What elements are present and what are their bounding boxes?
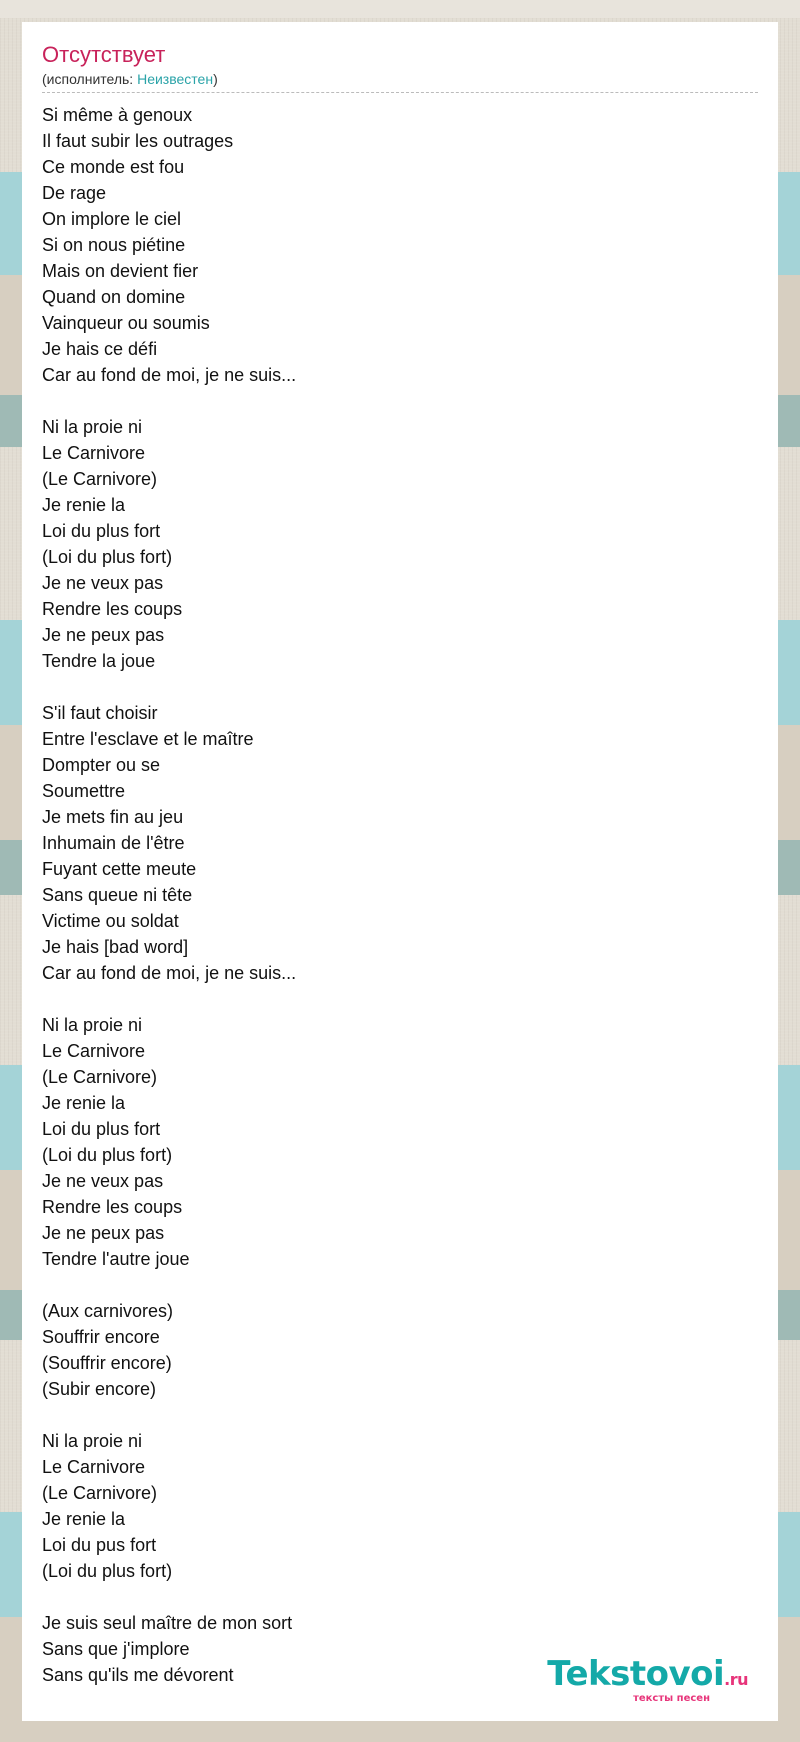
lyrics-body [42,102,758,1688]
lyric-line: Victime ou soldat [42,911,179,931]
lyric-line: S'il faut choisir [42,703,158,723]
stanza-gap [42,1584,758,1610]
lyric-line: Quand on domine [42,287,186,307]
lyric-line: Dompter ou se [42,755,161,775]
lyrics-card [22,22,778,1721]
lyric-line: Je ne veux pas [42,573,164,593]
lyric-line: (Loi du plus fort) [42,547,173,567]
artist-prefix: (исполнитель: [42,71,138,87]
lyric-line: Si même à genoux [42,105,193,125]
lyric-line: (Souffrir encore) [42,1353,172,1373]
lyric-line: Soumettre [42,781,126,801]
lyric-line: Rendre les coups [42,599,183,619]
lyric-line: Je mets fin au jeu [42,807,184,827]
lyric-line: Mais on devient fier [42,261,199,281]
lyric-line: Je ne peux pas [42,625,165,645]
lyric-line: Je ne peux pas [42,1223,165,1243]
lyric-line: Tendre la joue [42,651,156,671]
lyric-line: (Subir encore) [42,1379,157,1399]
lyric-line: Rendre les coups [42,1197,183,1217]
lyric-line: Je ne veux pas [42,1171,164,1191]
logo-suffix: .ru [724,1670,748,1689]
stanza-gap [42,388,758,414]
lyric-line: Le Carnivore [42,1457,146,1477]
lyric-line: Fuyant cette meute [42,859,197,879]
lyric-line: Inhumain de l'être [42,833,185,853]
lyric-line: Car au fond de moi, je ne suis... [42,365,297,385]
lyric-line: Ni la proie ni [42,417,143,437]
lyric-line: Le Carnivore [42,443,146,463]
lyric-line: (Le Carnivore) [42,1067,158,1087]
lyric-line: Car au fond de moi, je ne suis... [42,963,297,983]
stanza-gap [42,1402,758,1428]
lyric-line: Souffrir encore [42,1327,160,1347]
lyric-line: Il faut subir les outrages [42,131,234,151]
lyric-line: Ce monde est fou [42,157,185,177]
logo-main-text: Tekstovoi [547,1654,725,1694]
lyric-line: (Aux carnivores) [42,1301,174,1321]
song-title: Отсутствует [42,42,166,67]
lyric-line: Sans qu'ils me dévorent [42,1665,234,1685]
lyric-line: Loi du plus fort [42,1119,161,1139]
logo-tagline: тексты песен [633,1693,710,1704]
lyric-line: Tendre l'autre joue [42,1249,190,1269]
lyric-line: (Le Carnivore) [42,469,158,489]
lyric-line: Je renie la [42,495,126,515]
lyric-line: Je suis seul maître de mon sort [42,1613,293,1633]
lyric-line: Je hais ce défi [42,339,158,359]
lyric-line: Ni la proie ni [42,1431,143,1451]
lyric-line: Loi du plus fort [42,521,161,541]
artist-suffix: ) [213,71,218,87]
bg-stripe [0,0,800,18]
lyric-line: On implore le ciel [42,209,182,229]
lyric-line: Je renie la [42,1093,126,1113]
artist-line [42,70,758,93]
lyric-line: (Le Carnivore) [42,1483,158,1503]
lyric-line: Si on nous piétine [42,235,186,255]
lyric-line: (Loi du plus fort) [42,1145,173,1165]
site-logo[interactable] [547,1654,748,1705]
lyric-line: Entre l'esclave et le maître [42,729,254,749]
stanza-gap [42,1272,758,1298]
lyric-line: Sans que j'implore [42,1639,190,1659]
logo-wordmark [547,1654,748,1697]
lyric-line: (Loi du plus fort) [42,1561,173,1581]
lyric-line: Je renie la [42,1509,126,1529]
lyric-line: Je hais [bad word] [42,937,189,957]
lyric-line: Ni la proie ni [42,1015,143,1035]
lyric-line: Vainqueur ou soumis [42,313,210,333]
artist-link[interactable]: Неизвестен [137,71,214,87]
stanza-gap [42,986,758,1012]
lyric-line: Loi du pus fort [42,1535,157,1555]
stanza-gap [42,674,758,700]
lyric-line: De rage [42,183,107,203]
lyric-line: Sans queue ni tête [42,885,193,905]
lyric-line: Le Carnivore [42,1041,146,1061]
